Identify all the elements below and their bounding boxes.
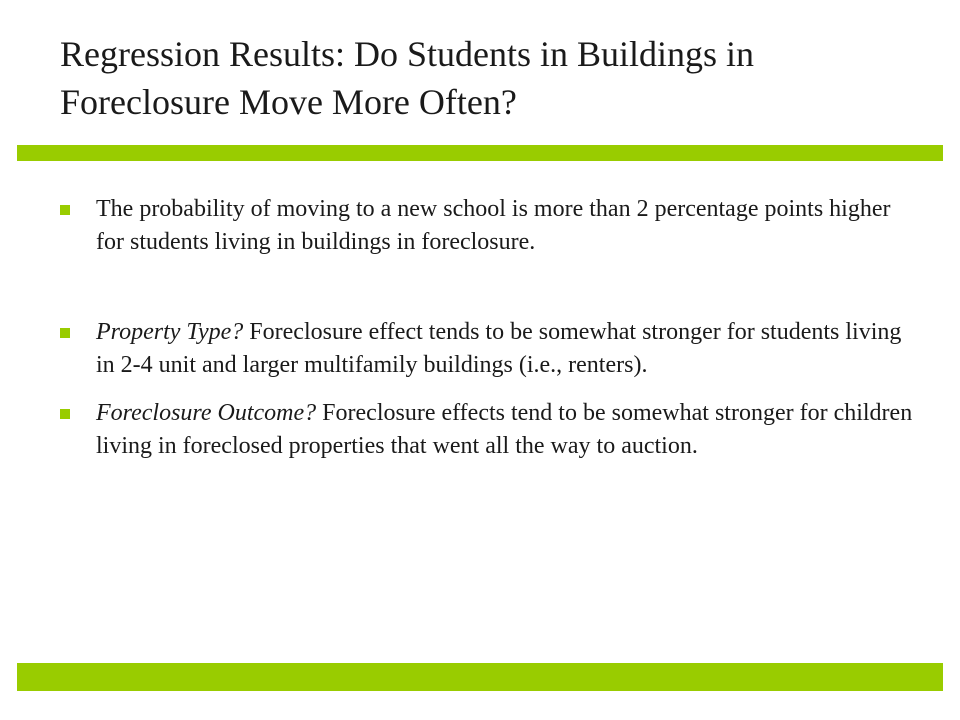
bottom-accent-bar bbox=[17, 663, 943, 691]
bullet-list bbox=[60, 193, 920, 463]
bullet-lead: Property Type? bbox=[96, 319, 244, 345]
square-bullet-icon bbox=[60, 409, 70, 419]
slide-title: Regression Results: Do Students in Buildings in Foreclosure Move More Often? bbox=[60, 34, 755, 122]
bullet-text: Foreclosure effects tend to be somewhat stronger for children living in foreclosed properties that went all the way to auction. bbox=[96, 400, 913, 459]
square-bullet-icon bbox=[60, 328, 70, 338]
top-accent-bar bbox=[17, 145, 943, 161]
bullet-text: Foreclosure effect tends to be somewhat stronger for students living in 2-4 unit and larger multifamily buildings (i.e., renters). bbox=[96, 319, 902, 378]
bullet-text: The probability of moving to a new school is more than 2 percentage points higher for students living in buildings in foreclosure. bbox=[96, 196, 891, 255]
square-bullet-icon bbox=[60, 205, 70, 215]
bullet-item-probability bbox=[60, 193, 920, 259]
bullet-lead: Foreclosure Outcome? bbox=[96, 400, 317, 426]
bullet-item-property-type bbox=[60, 316, 920, 382]
bullet-item-foreclosure-outcome bbox=[60, 397, 920, 463]
